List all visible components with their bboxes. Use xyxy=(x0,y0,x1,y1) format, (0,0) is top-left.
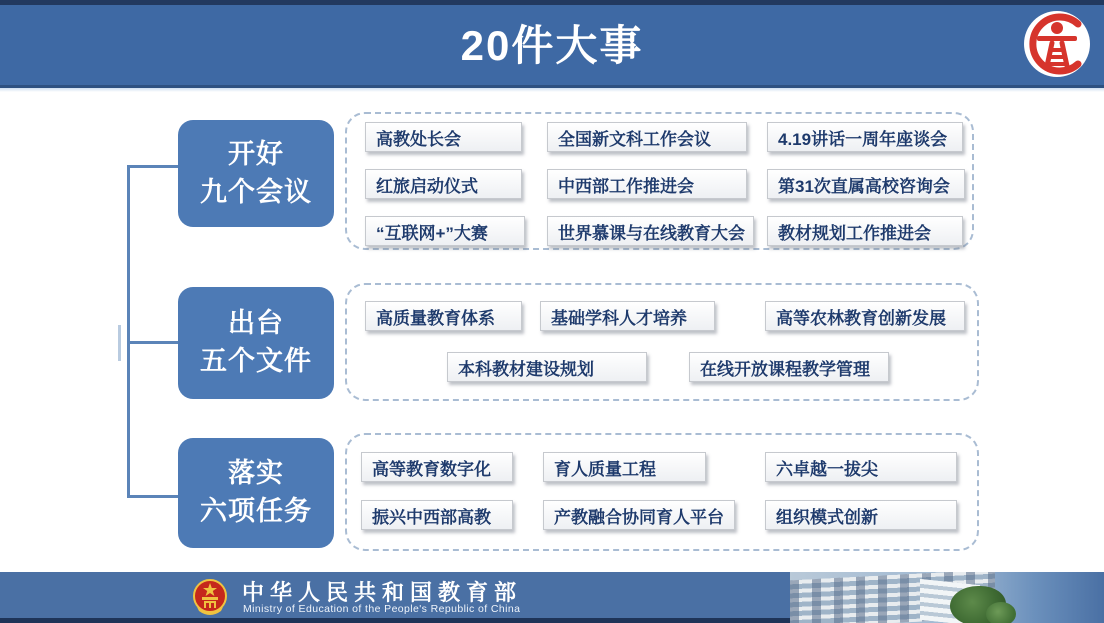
document-item: 高质量教育体系 xyxy=(365,301,522,331)
category-nine-meetings xyxy=(178,120,334,227)
header-top-strip xyxy=(0,0,1104,5)
meeting-item: 红旅启动仪式 xyxy=(365,169,522,199)
category-label-line: 落实 xyxy=(228,458,284,489)
category-six-tasks xyxy=(178,438,334,548)
category-label-line: 开好 xyxy=(228,138,284,169)
meeting-item: 全国新文科工作会议 xyxy=(547,122,747,152)
bracket-stub-bottom xyxy=(127,495,179,498)
task-item: 产教融合协同育人平台 xyxy=(543,500,735,530)
ministry-name-zh: 中华人民共和国教育部 xyxy=(242,580,523,605)
category-label-line: 九个会议 xyxy=(200,176,312,207)
meeting-item: “互联网+”大赛 xyxy=(365,216,525,246)
meeting-item: 第31次直属高校咨询会 xyxy=(767,169,965,199)
ministry-name-en: Ministry of Education of the People's Republic of China xyxy=(243,603,521,615)
footer-gap-strip xyxy=(0,565,1104,572)
task-item: 组织模式创新 xyxy=(765,500,957,530)
meeting-item: 高教处长会 xyxy=(365,122,522,152)
group-six-tasks xyxy=(345,433,979,551)
task-item: 振兴中西部高教 xyxy=(361,500,513,530)
ministry-building-photo xyxy=(790,572,1104,623)
category-label-line: 出台 xyxy=(228,308,284,339)
footer-bar xyxy=(0,572,1104,623)
group-nine-meetings xyxy=(345,112,974,250)
higher-education-logo-icon xyxy=(1023,10,1091,78)
meeting-item: 中西部工作推进会 xyxy=(547,169,747,199)
meeting-item: 教材规划工作推进会 xyxy=(767,216,963,246)
header-bar xyxy=(0,0,1104,88)
bracket-stub-top xyxy=(127,165,179,168)
bracket-stub-middle xyxy=(127,341,180,344)
task-item: 六卓越一拔尖 xyxy=(765,452,957,482)
bracket-left-tick xyxy=(118,325,121,361)
meeting-item: 4.19讲话一周年座谈会 xyxy=(767,122,963,152)
document-item: 高等农林教育创新发展 xyxy=(765,301,965,331)
group-five-documents xyxy=(345,283,979,401)
meeting-item: 世界慕课与在线教育大会 xyxy=(547,216,754,246)
category-five-documents xyxy=(178,287,334,399)
category-label-line: 六项任务 xyxy=(200,496,312,526)
task-item: 高等教育数字化 xyxy=(361,452,513,482)
tree-small xyxy=(986,602,1016,623)
document-item: 本科教材建设规划 xyxy=(447,352,647,382)
category-label-line: 五个文件 xyxy=(200,346,312,376)
document-item: 基础学科人才培养 xyxy=(540,301,715,331)
header-glow-strip xyxy=(0,88,1104,92)
document-item: 在线开放课程教学管理 xyxy=(689,352,889,382)
page-title: 20件大事 xyxy=(460,22,644,69)
national-emblem-icon xyxy=(193,577,227,617)
bracket-vertical-line xyxy=(127,165,130,498)
task-item: 育人质量工程 xyxy=(543,452,706,482)
